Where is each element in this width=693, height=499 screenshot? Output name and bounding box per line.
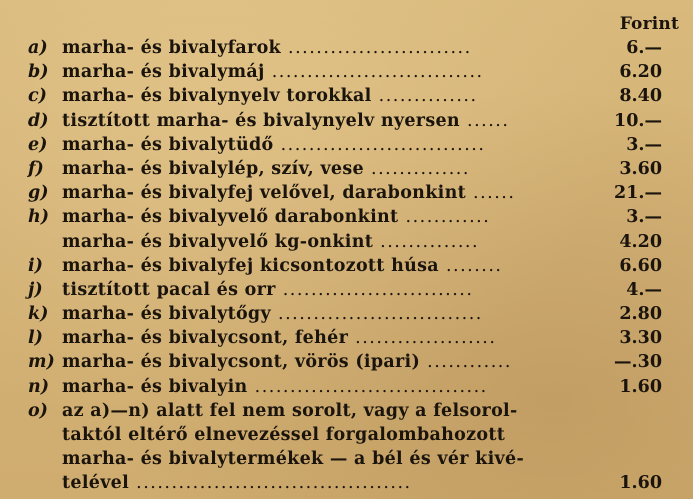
- item-label: h): [28, 207, 50, 228]
- list-item: [28, 133, 678, 157]
- item-description: marha- és bivalyfarok ..........................: [62, 38, 472, 58]
- item-price: 21.—: [614, 183, 662, 204]
- list-item: [28, 157, 678, 181]
- item-price: —.30: [614, 352, 662, 373]
- item-label: b): [28, 62, 49, 83]
- list-item: [28, 326, 678, 350]
- item-description: marha- és bivalytüdő .............................: [62, 134, 486, 155]
- list-item-continuation: [28, 471, 678, 495]
- item-label: l): [28, 328, 43, 349]
- list-item-continuation: [28, 423, 678, 447]
- item-price: 3.60: [619, 158, 662, 179]
- item-label: f): [28, 158, 44, 179]
- item-price: 3.—: [626, 207, 662, 228]
- item-label: m): [28, 352, 55, 373]
- list-item: [28, 278, 678, 302]
- list-item: [28, 60, 678, 84]
- list-item: [28, 399, 678, 423]
- item-label: n): [28, 376, 50, 397]
- item-description: marha- és bivalyin .................................: [62, 376, 488, 397]
- item-price: 3.—: [626, 134, 662, 155]
- item-description: marha- és bivalyfej kicsontozott húsa ........: [62, 255, 503, 276]
- item-description: marha- és bivalylép, szív, vese ..............: [62, 158, 470, 179]
- item-price: 1.60: [619, 376, 662, 397]
- item-description: marha- és bivalyvelő darabonkint ............: [62, 207, 491, 228]
- price-list: [28, 36, 678, 496]
- item-label: k): [28, 304, 49, 325]
- item-description-line: marha- és bivalytermékek — a bél és vér kivé-: [62, 449, 525, 470]
- list-item: [28, 109, 678, 133]
- list-item: [28, 230, 678, 254]
- list-item: [28, 375, 678, 399]
- item-description-line: taktól eltérő elnevezéssel forgalombahozott: [62, 425, 506, 445]
- item-description: marha- és bivalycsont, fehér ....................: [62, 328, 497, 349]
- list-item: [28, 181, 678, 205]
- item-price: 8.40: [619, 86, 662, 107]
- list-item: [28, 36, 678, 60]
- item-description: tisztított marha- és bivalynyelv nyersen ......: [62, 110, 510, 131]
- item-price: 10.—: [614, 110, 662, 131]
- list-item: [28, 84, 678, 108]
- item-label: i): [28, 255, 43, 276]
- item-label: a): [28, 38, 48, 58]
- item-label: c): [28, 86, 47, 107]
- item-price: 6.20: [619, 62, 662, 83]
- item-description: marha- és bivalyfej velővel, darabonkint ......: [62, 183, 516, 204]
- item-description-line: az a)—n) alatt fel nem sorolt, vagy a felsorol-: [62, 400, 518, 421]
- item-description: marha- és bivalymáj ..............................: [62, 62, 484, 83]
- list-item-continuation: [28, 447, 678, 471]
- item-label: g): [28, 183, 49, 204]
- list-item: [28, 302, 678, 326]
- item-price: 1.60: [619, 473, 662, 494]
- list-item: [28, 254, 678, 278]
- list-item: [28, 205, 678, 229]
- item-description: marha- és bivalyvelő kg-onkint ..............: [62, 231, 480, 252]
- item-description: marha- és bivalynyelv torokkal ..............: [62, 86, 478, 107]
- item-description-line: telével .......................................: [62, 473, 412, 494]
- item-description: marha- és bivalycsont, vörös (ipari) ............: [62, 352, 512, 373]
- list-item: [28, 350, 678, 374]
- item-label: o): [28, 400, 48, 421]
- item-label: j): [28, 279, 43, 300]
- item-price: 6.—: [626, 38, 662, 58]
- item-price: 6.60: [619, 255, 662, 276]
- item-label: d): [28, 110, 49, 131]
- item-description: marha- és bivalytőgy .............................: [62, 304, 483, 325]
- item-label: e): [28, 134, 48, 155]
- item-price: 4.20: [619, 231, 662, 252]
- column-header-forint: Forint: [619, 14, 679, 34]
- item-description: tisztított pacal és orr ...........................: [62, 279, 474, 300]
- item-price: 4.—: [626, 279, 662, 300]
- item-price: 2.80: [619, 304, 662, 325]
- item-price: 3.30: [619, 328, 662, 349]
